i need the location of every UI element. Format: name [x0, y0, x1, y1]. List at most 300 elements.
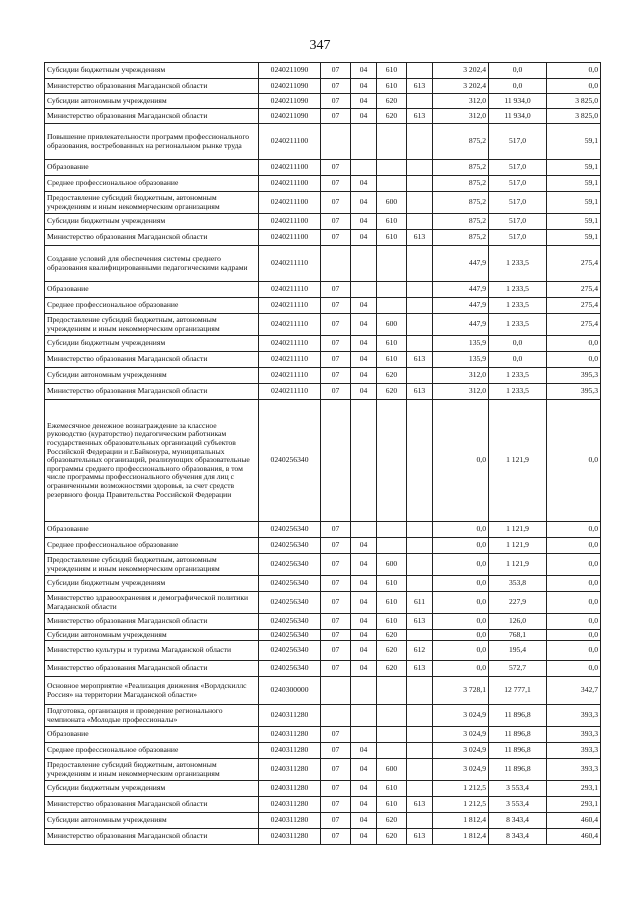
row-amount-2: 572,7 [489, 661, 547, 677]
row-type: 610 [377, 63, 407, 79]
row-amount-2: 0,0 [489, 336, 547, 352]
row-amount-1: 1 212,5 [433, 797, 489, 813]
row-subtype [407, 743, 433, 759]
row-amount-2: 1 121,9 [489, 522, 547, 538]
row-name: Министерство образования Магаданской области [45, 79, 259, 94]
row-chapter: 07 [321, 614, 351, 630]
row-chapter: 07 [321, 230, 351, 246]
row-code: 0240211110 [259, 384, 321, 400]
row-amount-3: 0,0 [547, 336, 601, 352]
table-row [45, 214, 601, 230]
row-subtype: 611 [407, 592, 433, 614]
row-amount-2: 1 121,9 [489, 538, 547, 554]
row-amount-3: 342,7 [547, 677, 601, 705]
row-amount-3: 0,0 [547, 522, 601, 538]
table-row [45, 592, 601, 614]
page-number: 347 [309, 38, 331, 53]
row-name: Субсидии автономным учреждениям [45, 813, 259, 829]
row-code: 0240311280 [259, 797, 321, 813]
row-chapter: 07 [321, 384, 351, 400]
row-amount-1: 3 202,4 [433, 79, 489, 94]
row-amount-3: 0,0 [547, 352, 601, 368]
row-section: 04 [351, 109, 377, 124]
row-amount-3: 59,1 [547, 124, 601, 160]
row-chapter [321, 400, 351, 522]
row-chapter: 07 [321, 79, 351, 94]
row-section: 04 [351, 314, 377, 336]
row-amount-3: 0,0 [547, 641, 601, 661]
row-amount-1: 3 024,9 [433, 705, 489, 727]
row-amount-3: 275,4 [547, 246, 601, 282]
row-amount-3: 0,0 [547, 554, 601, 576]
row-amount-2: 0,0 [489, 79, 547, 94]
row-chapter [321, 677, 351, 705]
row-code: 0240256340 [259, 592, 321, 614]
budget-table-body [45, 63, 601, 845]
row-amount-1: 135,9 [433, 336, 489, 352]
row-code: 0240311280 [259, 759, 321, 781]
row-section: 04 [351, 298, 377, 314]
row-subtype [407, 522, 433, 538]
row-name: Министерство образования Магаданской области [45, 829, 259, 845]
row-chapter: 07 [321, 813, 351, 829]
row-subtype [407, 759, 433, 781]
row-amount-2: 11 896,8 [489, 743, 547, 759]
row-code: 0240211110 [259, 298, 321, 314]
table-row [45, 109, 601, 124]
row-amount-1: 875,2 [433, 214, 489, 230]
row-name: Среднее профессиональное образование [45, 176, 259, 192]
table-row [45, 705, 601, 727]
row-code: 0240311280 [259, 705, 321, 727]
row-subtype [407, 214, 433, 230]
row-subtype: 613 [407, 797, 433, 813]
row-type [377, 282, 407, 298]
row-section: 04 [351, 641, 377, 661]
row-chapter: 07 [321, 576, 351, 592]
row-section: 04 [351, 538, 377, 554]
row-subtype: 613 [407, 661, 433, 677]
row-amount-2: 1 233,5 [489, 314, 547, 336]
row-chapter: 07 [321, 176, 351, 192]
table-row [45, 384, 601, 400]
row-subtype [407, 630, 433, 641]
row-amount-1: 3 728,1 [433, 677, 489, 705]
row-amount-2: 1 233,5 [489, 368, 547, 384]
table-row [45, 63, 601, 79]
row-amount-3: 3 825,0 [547, 94, 601, 109]
row-amount-2: 11 896,8 [489, 705, 547, 727]
row-section [351, 677, 377, 705]
row-section: 04 [351, 781, 377, 797]
row-amount-1: 312,0 [433, 109, 489, 124]
row-code: 0240211100 [259, 176, 321, 192]
row-code: 0240311280 [259, 781, 321, 797]
row-section [351, 124, 377, 160]
row-amount-1: 135,9 [433, 352, 489, 368]
table-row [45, 797, 601, 813]
row-chapter: 07 [321, 592, 351, 614]
row-amount-2: 0,0 [489, 63, 547, 79]
row-code: 0240211100 [259, 160, 321, 176]
row-amount-2: 517,0 [489, 160, 547, 176]
row-chapter: 07 [321, 641, 351, 661]
row-amount-1: 0,0 [433, 538, 489, 554]
row-amount-1: 312,0 [433, 94, 489, 109]
row-name: Министерство культуры и туризма Магаданской области [45, 641, 259, 661]
row-amount-1: 0,0 [433, 661, 489, 677]
row-section [351, 705, 377, 727]
table-row [45, 298, 601, 314]
row-amount-1: 447,9 [433, 298, 489, 314]
row-amount-1: 0,0 [433, 400, 489, 522]
row-chapter: 07 [321, 352, 351, 368]
row-amount-3: 0,0 [547, 63, 601, 79]
row-amount-1: 1 812,4 [433, 813, 489, 829]
row-name: Предоставление субсидий бюджетным, автономным учреждениям и иным некоммерческим организациям [45, 192, 259, 214]
row-amount-1: 0,0 [433, 554, 489, 576]
row-type: 600 [377, 759, 407, 781]
row-chapter: 07 [321, 538, 351, 554]
row-code: 0240211090 [259, 63, 321, 79]
row-amount-1: 1 812,4 [433, 829, 489, 845]
row-type: 620 [377, 630, 407, 641]
row-subtype [407, 336, 433, 352]
table-row [45, 829, 601, 845]
row-section [351, 727, 377, 743]
row-subtype [407, 314, 433, 336]
row-code: 0240256340 [259, 554, 321, 576]
row-chapter: 07 [321, 94, 351, 109]
row-amount-2: 353,8 [489, 576, 547, 592]
row-section: 04 [351, 352, 377, 368]
row-subtype [407, 124, 433, 160]
row-type: 600 [377, 314, 407, 336]
row-code: 0240256340 [259, 576, 321, 592]
row-subtype [407, 400, 433, 522]
row-type [377, 298, 407, 314]
table-row [45, 661, 601, 677]
table-row [45, 522, 601, 538]
row-subtype [407, 192, 433, 214]
row-name: Основное мероприятие «Реализация движения «Ворлдскиллс Россия» на территории Магаданской области» [45, 677, 259, 705]
table-row [45, 677, 601, 705]
row-amount-2: 126,0 [489, 614, 547, 630]
row-subtype [407, 282, 433, 298]
row-amount-1: 447,9 [433, 246, 489, 282]
row-chapter: 07 [321, 781, 351, 797]
row-type: 620 [377, 661, 407, 677]
row-amount-3: 0,0 [547, 400, 601, 522]
row-amount-1: 875,2 [433, 160, 489, 176]
row-amount-1: 3 202,4 [433, 63, 489, 79]
row-code: 0240211090 [259, 79, 321, 94]
row-section: 04 [351, 592, 377, 614]
row-amount-1: 875,2 [433, 230, 489, 246]
row-amount-2: 517,0 [489, 124, 547, 160]
row-amount-1: 0,0 [433, 592, 489, 614]
row-code: 0240211110 [259, 282, 321, 298]
row-amount-2: 1 233,5 [489, 384, 547, 400]
row-amount-3: 59,1 [547, 176, 601, 192]
row-chapter: 07 [321, 298, 351, 314]
row-type: 620 [377, 368, 407, 384]
row-amount-3: 393,3 [547, 727, 601, 743]
row-chapter [321, 705, 351, 727]
row-amount-2: 1 233,5 [489, 282, 547, 298]
row-chapter: 07 [321, 282, 351, 298]
table-row [45, 124, 601, 160]
row-name: Министерство здравоохранения и демографической политики Магаданской области [45, 592, 259, 614]
row-amount-3: 0,0 [547, 538, 601, 554]
row-code: 0240256340 [259, 522, 321, 538]
row-subtype [407, 160, 433, 176]
row-amount-2: 11 896,8 [489, 759, 547, 781]
row-type: 610 [377, 336, 407, 352]
row-type: 610 [377, 576, 407, 592]
row-type: 610 [377, 592, 407, 614]
row-code: 0240311280 [259, 829, 321, 845]
row-amount-1: 3 024,9 [433, 727, 489, 743]
row-amount-1: 875,2 [433, 124, 489, 160]
row-subtype: 613 [407, 109, 433, 124]
row-type: 620 [377, 641, 407, 661]
row-amount-2: 768,1 [489, 630, 547, 641]
row-name: Министерство образования Магаданской области [45, 384, 259, 400]
row-name: Образование [45, 522, 259, 538]
row-code: 0240311280 [259, 743, 321, 759]
row-chapter: 07 [321, 661, 351, 677]
row-subtype [407, 813, 433, 829]
row-code: 0240256340 [259, 538, 321, 554]
row-amount-1: 312,0 [433, 384, 489, 400]
row-name: Субсидии бюджетным учреждениям [45, 576, 259, 592]
table-row [45, 314, 601, 336]
row-section: 04 [351, 614, 377, 630]
row-amount-2: 1 121,9 [489, 554, 547, 576]
row-type [377, 246, 407, 282]
row-amount-3: 460,4 [547, 829, 601, 845]
row-section: 04 [351, 63, 377, 79]
row-amount-1: 875,2 [433, 192, 489, 214]
row-type [377, 124, 407, 160]
row-type [377, 522, 407, 538]
row-chapter: 07 [321, 522, 351, 538]
table-row [45, 727, 601, 743]
row-chapter: 07 [321, 630, 351, 641]
table-row [45, 368, 601, 384]
row-section [351, 400, 377, 522]
row-subtype [407, 705, 433, 727]
row-name: Подготовка, организация и проведение регионального чемпионата «Молодые профессионалы» [45, 705, 259, 727]
row-subtype: 612 [407, 641, 433, 661]
row-name: Образование [45, 282, 259, 298]
row-amount-3: 59,1 [547, 214, 601, 230]
row-name: Среднее профессиональное образование [45, 743, 259, 759]
row-subtype: 613 [407, 614, 433, 630]
row-chapter: 07 [321, 797, 351, 813]
row-name: Министерство образования Магаданской области [45, 352, 259, 368]
row-code: 0240211100 [259, 124, 321, 160]
row-section: 04 [351, 813, 377, 829]
row-chapter: 07 [321, 554, 351, 576]
row-type: 610 [377, 614, 407, 630]
row-type: 620 [377, 829, 407, 845]
row-code: 0240211100 [259, 192, 321, 214]
row-amount-1: 3 024,9 [433, 743, 489, 759]
row-type: 620 [377, 384, 407, 400]
row-section: 04 [351, 554, 377, 576]
row-name: Субсидии бюджетным учреждениям [45, 214, 259, 230]
table-row [45, 576, 601, 592]
row-code: 0240311280 [259, 813, 321, 829]
row-section: 04 [351, 79, 377, 94]
row-section: 04 [351, 368, 377, 384]
row-subtype [407, 554, 433, 576]
row-section: 04 [351, 384, 377, 400]
row-name: Министерство образования Магаданской области [45, 109, 259, 124]
row-code: 0240211110 [259, 352, 321, 368]
row-subtype [407, 368, 433, 384]
row-section: 04 [351, 661, 377, 677]
row-subtype [407, 176, 433, 192]
row-chapter [321, 124, 351, 160]
row-subtype [407, 576, 433, 592]
row-chapter: 07 [321, 63, 351, 79]
row-section: 04 [351, 94, 377, 109]
row-amount-3: 0,0 [547, 614, 601, 630]
row-type [377, 538, 407, 554]
table-row [45, 176, 601, 192]
row-amount-1: 0,0 [433, 576, 489, 592]
row-code: 0240256340 [259, 641, 321, 661]
row-subtype: 613 [407, 829, 433, 845]
table-row [45, 781, 601, 797]
table-row [45, 352, 601, 368]
row-amount-2: 517,0 [489, 230, 547, 246]
row-amount-2: 8 343,4 [489, 829, 547, 845]
row-name: Министерство образования Магаданской области [45, 661, 259, 677]
row-section: 04 [351, 336, 377, 352]
row-section [351, 522, 377, 538]
row-name: Субсидии автономным учреждениям [45, 368, 259, 384]
row-type: 600 [377, 192, 407, 214]
row-amount-3: 395,3 [547, 368, 601, 384]
row-code: 0240211100 [259, 230, 321, 246]
row-name: Повышение привлекательности программ профессионального образования, востребованных на региональном рынке труда [45, 124, 259, 160]
row-chapter: 07 [321, 743, 351, 759]
row-amount-3: 0,0 [547, 576, 601, 592]
row-subtype: 613 [407, 230, 433, 246]
row-type [377, 727, 407, 743]
table-row [45, 614, 601, 630]
row-amount-2: 11 934,0 [489, 94, 547, 109]
row-section: 04 [351, 230, 377, 246]
row-amount-3: 0,0 [547, 661, 601, 677]
row-code: 0240211110 [259, 336, 321, 352]
row-amount-2: 8 343,4 [489, 813, 547, 829]
row-type: 620 [377, 94, 407, 109]
row-code: 0240211090 [259, 94, 321, 109]
row-type: 600 [377, 554, 407, 576]
row-chapter: 07 [321, 336, 351, 352]
row-amount-3: 275,4 [547, 282, 601, 298]
row-code: 0240211090 [259, 109, 321, 124]
row-subtype [407, 63, 433, 79]
row-subtype [407, 677, 433, 705]
row-amount-2: 1 121,9 [489, 400, 547, 522]
row-name: Субсидии бюджетным учреждениям [45, 336, 259, 352]
row-amount-2: 195,4 [489, 641, 547, 661]
row-code: 0240211110 [259, 368, 321, 384]
row-section: 04 [351, 192, 377, 214]
row-type: 610 [377, 79, 407, 94]
row-type: 610 [377, 230, 407, 246]
row-amount-1: 0,0 [433, 522, 489, 538]
row-type: 620 [377, 109, 407, 124]
row-section: 04 [351, 576, 377, 592]
row-section: 04 [351, 759, 377, 781]
row-amount-2: 3 553,4 [489, 781, 547, 797]
row-amount-1: 0,0 [433, 614, 489, 630]
row-subtype [407, 298, 433, 314]
row-amount-2: 517,0 [489, 192, 547, 214]
row-name: Министерство образования Магаданской области [45, 230, 259, 246]
row-type: 610 [377, 781, 407, 797]
row-name: Образование [45, 160, 259, 176]
row-subtype [407, 538, 433, 554]
row-code: 0240256340 [259, 400, 321, 522]
row-section [351, 160, 377, 176]
table-row [45, 94, 601, 109]
table-row [45, 554, 601, 576]
row-name: Среднее профессиональное образование [45, 298, 259, 314]
table-row [45, 641, 601, 661]
table-row [45, 813, 601, 829]
row-chapter: 07 [321, 314, 351, 336]
row-amount-1: 0,0 [433, 641, 489, 661]
row-amount-2: 517,0 [489, 214, 547, 230]
row-name: Предоставление субсидий бюджетным, автономным учреждениям и иным некоммерческим организациям [45, 314, 259, 336]
row-chapter: 07 [321, 368, 351, 384]
row-code: 0240256340 [259, 614, 321, 630]
row-subtype: 613 [407, 79, 433, 94]
row-code: 0240256340 [259, 630, 321, 641]
budget-table [44, 62, 601, 845]
row-amount-3: 395,3 [547, 384, 601, 400]
row-section: 04 [351, 214, 377, 230]
row-code: 0240211110 [259, 246, 321, 282]
row-name: Предоставление субсидий бюджетным, автономным учреждениям и иным некоммерческим организациям [45, 554, 259, 576]
row-amount-3: 0,0 [547, 592, 601, 614]
table-row [45, 759, 601, 781]
row-name: Предоставление субсидий бюджетным, автономным учреждениям и иным некоммерческим организациям [45, 759, 259, 781]
row-subtype [407, 94, 433, 109]
row-subtype [407, 781, 433, 797]
row-section [351, 282, 377, 298]
row-name: Субсидии бюджетным учреждениям [45, 63, 259, 79]
row-amount-1: 447,9 [433, 282, 489, 298]
row-amount-3: 59,1 [547, 160, 601, 176]
table-row [45, 743, 601, 759]
row-section [351, 246, 377, 282]
row-amount-2: 12 777,1 [489, 677, 547, 705]
row-amount-2: 1 233,5 [489, 246, 547, 282]
row-amount-3: 275,4 [547, 314, 601, 336]
table-row [45, 230, 601, 246]
row-amount-2: 3 553,4 [489, 797, 547, 813]
row-name: Министерство образования Магаданской области [45, 614, 259, 630]
